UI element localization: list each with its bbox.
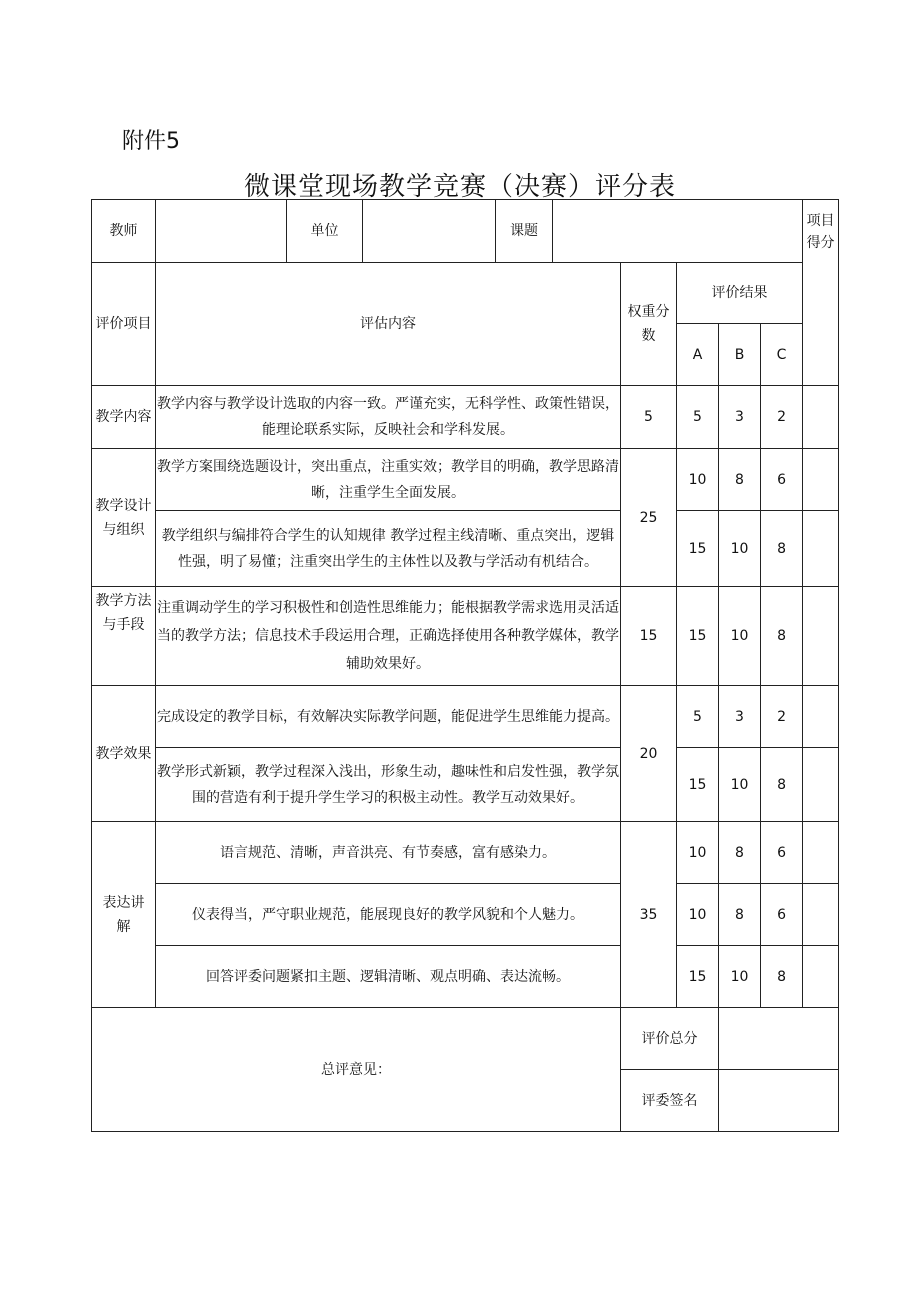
column-header-row — [92, 263, 839, 324]
item-score-field[interactable] — [803, 686, 839, 748]
result-header: 评价结果 — [677, 263, 803, 324]
score-a-cell: 10 — [677, 449, 719, 511]
score-c-cell: 8 — [761, 587, 803, 686]
total-score-field[interactable] — [719, 1008, 839, 1070]
score-a-cell: 5 — [677, 386, 719, 449]
criterion-text: 注重调动学生的学习积极性和创造性思维能力；能根据教学需求选用灵活适当的教学方法；信息技术手段运用合理，正确选择使用各种教学媒体，教学辅助效果好。 — [156, 587, 621, 686]
judge-signature-field[interactable] — [719, 1070, 839, 1132]
table-row — [92, 748, 839, 822]
item-score-field[interactable] — [803, 511, 839, 587]
score-b-cell: 8 — [719, 449, 761, 511]
weight-cell: 25 — [621, 449, 677, 587]
scoring-table — [91, 199, 839, 1132]
unit-field[interactable] — [363, 200, 496, 263]
score-c-cell: 6 — [761, 449, 803, 511]
content-header: 评估内容 — [156, 263, 621, 386]
score-c-cell: 8 — [761, 748, 803, 822]
criterion-text: 教学内容与教学设计选取的内容一致。严谨充实，无科学性、政策性错误，能理论联系实际，反映社会和学科发展。 — [156, 386, 621, 449]
criterion-text: 教学方案围绕选题设计，突出重点，注重实效；教学目的明确，教学思路清晰，注重学生全面发展。 — [156, 449, 621, 511]
criterion-text: 教学组织与编排符合学生的认知规律 教学过程主线清晰、重点突出，逻辑性强，明了易懂；注重突出学生的主体性以及教与学活动有机结合。 — [156, 511, 621, 587]
score-a-cell: 10 — [677, 884, 719, 946]
table-row — [92, 946, 839, 1008]
item-score-header: 项目得分 — [803, 200, 839, 386]
topic-label: 课题 — [496, 200, 553, 263]
category-cell: 教学设计与组织 — [92, 449, 156, 587]
table-row — [92, 686, 839, 748]
table-row — [92, 386, 839, 449]
unit-label: 单位 — [287, 200, 363, 263]
score-a-cell: 5 — [677, 686, 719, 748]
score-b-cell: 10 — [719, 587, 761, 686]
category-cell: 教学效果 — [92, 686, 156, 822]
score-c-cell: 2 — [761, 386, 803, 449]
item-score-field[interactable] — [803, 946, 839, 1008]
score-b-cell: 3 — [719, 386, 761, 449]
item-score-field[interactable] — [803, 386, 839, 449]
criterion-text: 教学形式新颖，教学过程深入浅出，形象生动，趣味性和启发性强，教学氛围的营造有利于提升学生学习的积极主动性。教学互动效果好。 — [156, 748, 621, 822]
weight-cell: 35 — [621, 822, 677, 1008]
item-score-field[interactable] — [803, 449, 839, 511]
grade-a-header: A — [677, 324, 719, 386]
total-score-label: 评价总分 — [621, 1008, 719, 1070]
overall-comment-field[interactable] — [92, 1008, 621, 1132]
category-cell: 教学方法与手段 — [92, 587, 156, 686]
item-score-field[interactable] — [803, 587, 839, 686]
score-b-cell: 8 — [719, 822, 761, 884]
weight-cell: 15 — [621, 587, 677, 686]
criterion-text: 仪表得当，严守职业规范，能展现良好的教学风貌和个人魅力。 — [156, 884, 621, 946]
weight-header: 权重分数 — [621, 263, 677, 386]
teacher-label: 教师 — [92, 200, 156, 263]
score-a-cell: 10 — [677, 822, 719, 884]
criterion-text: 语言规范、清晰，声音洪亮、有节奏感，富有感染力。 — [156, 822, 621, 884]
category-header: 评价项目 — [92, 263, 156, 386]
weight-cell: 5 — [621, 386, 677, 449]
category-cell: 表达讲解 — [92, 822, 156, 1008]
table-row — [92, 822, 839, 884]
overall-comment-label: 总评意见： — [321, 1061, 391, 1078]
score-a-cell: 15 — [677, 946, 719, 1008]
item-score-field[interactable] — [803, 748, 839, 822]
teacher-field[interactable] — [156, 200, 287, 263]
table-row — [92, 449, 839, 511]
table-row — [92, 511, 839, 587]
attachment-label: 附件5 — [122, 129, 180, 154]
grade-c-header: C — [761, 324, 803, 386]
page-title: 微课堂现场教学竞赛（决赛）评分表 — [243, 172, 676, 202]
score-b-cell: 10 — [719, 748, 761, 822]
grade-b-header: B — [719, 324, 761, 386]
score-b-cell: 8 — [719, 884, 761, 946]
score-c-cell: 6 — [761, 884, 803, 946]
score-c-cell: 8 — [761, 511, 803, 587]
weight-cell: 20 — [621, 686, 677, 822]
header-row — [92, 200, 839, 263]
score-a-cell: 15 — [677, 511, 719, 587]
item-score-field[interactable] — [803, 884, 839, 946]
judge-signature-label: 评委签名 — [621, 1070, 719, 1132]
category-cell: 教学内容 — [92, 386, 156, 449]
criterion-text: 完成设定的教学目标，有效解决实际教学问题，能促进学生思维能力提高。 — [156, 686, 621, 748]
score-a-cell: 15 — [677, 748, 719, 822]
table-row — [92, 884, 839, 946]
table-row — [92, 587, 839, 686]
score-b-cell: 3 — [719, 686, 761, 748]
item-score-field[interactable] — [803, 822, 839, 884]
score-b-cell: 10 — [719, 946, 761, 1008]
score-c-cell: 8 — [761, 946, 803, 1008]
score-a-cell: 15 — [677, 587, 719, 686]
footer-row — [92, 1008, 839, 1070]
topic-field[interactable] — [553, 200, 803, 263]
score-b-cell: 10 — [719, 511, 761, 587]
score-c-cell: 6 — [761, 822, 803, 884]
criterion-text: 回答评委问题紧扣主题、逻辑清晰、观点明确、表达流畅。 — [156, 946, 621, 1008]
score-c-cell: 2 — [761, 686, 803, 748]
